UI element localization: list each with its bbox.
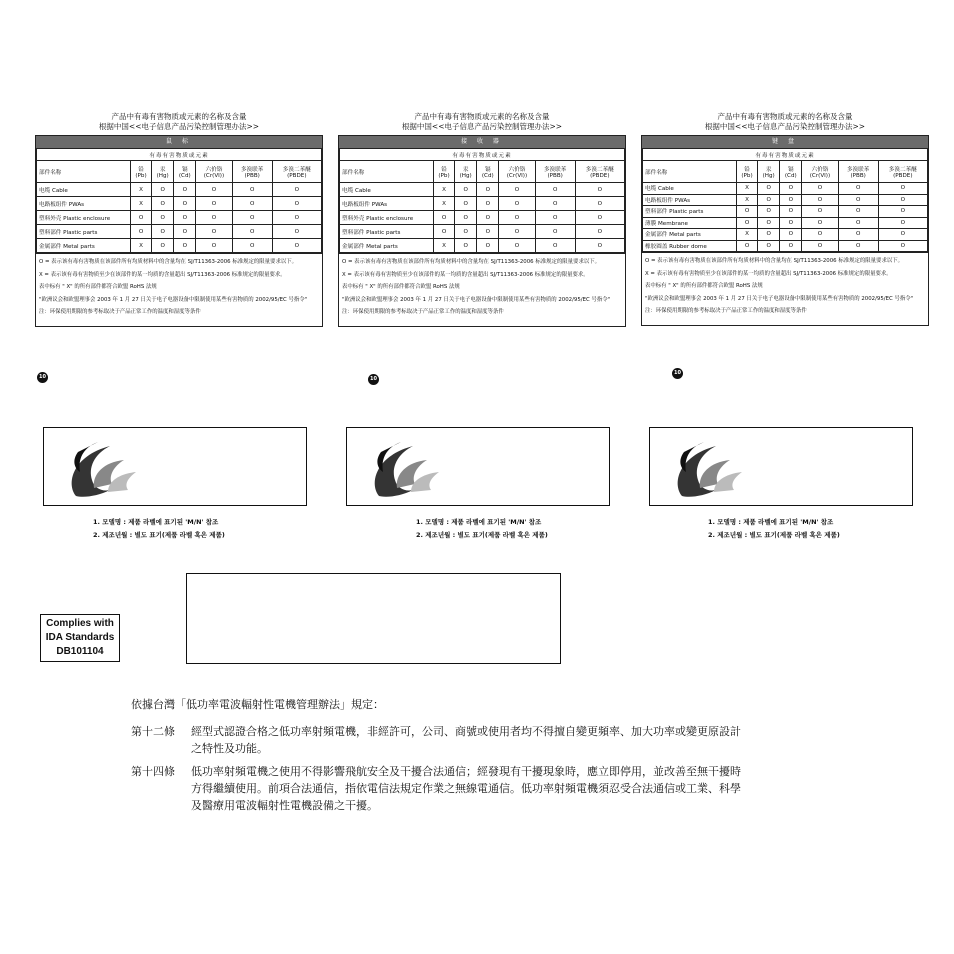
table-row: 电路板组件 PWAs X O O O O O (37, 197, 322, 211)
table-row: 薄膜 Membrane O O O O O O (643, 217, 928, 229)
rohs-panel-receiver (338, 112, 626, 327)
table-row: 电缆 Cable X O O O O O (643, 183, 928, 195)
column-header: 多溴联苯 (PBB) (838, 161, 878, 183)
table-row: 塑料部件 Plastic parts O O O O O O (37, 225, 322, 239)
column-header: 汞 (Hg) (152, 161, 174, 183)
regulation-intro: 依據台灣「低功率電波輻射性電機管理辦法」規定： (131, 698, 384, 711)
eco-period-icon: 10 (368, 374, 379, 385)
column-header: 多溴联苯 (PBB) (535, 161, 575, 183)
column-header: 六价铬 (Cr(VI)) (499, 161, 536, 183)
table-subheader: 有毒有害物质或元素 (643, 149, 928, 161)
table-subheader: 有毒有害物质或元素 (340, 149, 625, 161)
kc-logo-icon (367, 438, 447, 498)
article-14-label: 第十四條 (131, 765, 175, 778)
column-header: 六价铬 (Cr(VI)) (802, 161, 839, 183)
column-header: 铅 (Pb) (434, 161, 455, 183)
hazard-table (339, 148, 625, 253)
table-row: 电路板组件 PWAs X O O O O O (643, 194, 928, 206)
column-header: 镉 (Cd) (780, 161, 802, 183)
rohs-panel-mouse (35, 112, 323, 327)
table-notes: O = 表示该有毒有害物质在该部件所有均质材料中的含量均在 SJ/T11363-2006 标准规定的限量要求以下。 X = 表示该有毒有害物质至少在该部件的某一均质的含量超出 SJ/T11363-2006 标准规定的限量要求。 表中标有 " X" 的所有部件都符合欧盟 RoHS 法规 "欧洲议会和欧盟理事会 2003 年 1 月 27 日关于电子电器设备中限制使用某些有害物质的 2002/95/EC 号指令" 注：环保使用期限的参考标取决于产品正常工作的温度和湿度等条件 (641, 253, 929, 326)
column-header-part: 部件名称 (340, 161, 434, 183)
eco-period-icon: 10 (672, 368, 683, 379)
table-row: 金属部件 Metal parts X O O O O O (643, 229, 928, 241)
article-14-text: 低功率射頻電機之使用不得影響飛航安全及干擾合法通信；經發現有干擾現象時，應立即停用，並改善至無干擾時方得繼續使用。前項合法通信，指依電信法規定作業之無線電通信。低功率射頻電機須忍受合法通信或工業、科學及醫療用電波輻射性電機設備之干擾。 (191, 765, 741, 812)
article-12-text: 經型式認證合格之低功率射頻電機，非經許可，公司、商號或使用者均不得擅自變更頻率、加大功率或變更原設計之特性及功能。 (191, 725, 741, 755)
table-row: 金属部件 Metal parts X O O O O O (37, 239, 322, 253)
hazard-table (642, 148, 928, 252)
kc-info: 1. 모델명 : 제품 라벨에 표기된 'M/N' 참조 2. 제조년월 : 별도 표기(제품 라벨 혹은 제품) (416, 518, 548, 539)
panel-subtitle: 根据中国<<电子信息产品污染控制管理办法>> (704, 122, 866, 131)
column-header: 多溴联苯 (PBB) (232, 161, 272, 183)
table-row: 电缆 Cable X O O O O O (37, 183, 322, 197)
column-header-part: 部件名称 (37, 161, 131, 183)
panel-subtitle: 根据中国<<电子信息产品污染控制管理办法>> (98, 122, 260, 131)
panel-title: 产品中有毒有害物质或元素的名称及含量 (414, 112, 550, 121)
kc-info: 1. 모델명 : 제품 라벨에 표기된 'M/N' 참조 2. 제조년월 : 별도 표기(제품 라벨 혹은 제품) (708, 518, 840, 539)
blank-label-box (186, 573, 561, 664)
kc-info: 1. 모델명 : 제품 라벨에 표기된 'M/N' 참조 2. 제조년월 : 별도 표기(제품 라벨 혹은 제품) (93, 518, 225, 539)
table-subheader: 有毒有害物质或元素 (37, 149, 322, 161)
column-header: 铅 (Pb) (737, 161, 758, 183)
rohs-panel-keyboard (641, 112, 929, 326)
panel-title: 产品中有毒有害物质或元素的名称及含量 (111, 112, 247, 121)
hazard-table-frame (641, 135, 929, 253)
table-product-header: 接 收 器 (339, 136, 625, 148)
hazard-table-frame (338, 135, 626, 254)
table-row: 电缆 Cable X O O O O O (340, 183, 625, 197)
kc-logo-icon (670, 438, 750, 498)
column-header: 镉 (Cd) (174, 161, 196, 183)
table-row: 塑料外壳 Plastic enclosure O O O O O O (340, 211, 625, 225)
table-product-header: 键 盘 (642, 136, 928, 148)
column-header: 多溴二苯醚 (PBDE) (575, 161, 624, 183)
kc-logo-icon (64, 438, 144, 498)
eco-period-icon: 10 (37, 372, 48, 383)
table-row: 电路板组件 PWAs X O O O O O (340, 197, 625, 211)
taiwan-regulation (131, 696, 751, 814)
column-header: 镉 (Cd) (477, 161, 499, 183)
article-12-label: 第十二條 (131, 725, 175, 738)
column-header-part: 部件名称 (643, 161, 737, 183)
kc-mark-box (649, 427, 913, 506)
table-row: 金属部件 Metal parts X O O O O O (340, 239, 625, 253)
kc-mark-box (346, 427, 610, 506)
hazard-table (36, 148, 322, 253)
table-notes: O = 表示该有毒有害物质在该部件所有均质材料中的含量均在 SJ/T11363-2006 标准规定的限量要求以下。 X = 表示该有毒有害物质至少在该部件的某一均质的含量超出 SJ/T11363-2006 标准规定的限量要求。 表中标有 " X" 的所有部件都符合欧盟 RoHS 法规 "欧洲议会和欧盟理事会 2003 年 1 月 27 日关于电子电器设备中限制使用某些有害物质的 2002/95/EC 号指令" 注：环保使用期限的参考标取决于产品正常工作的温度和湿度等条件 (338, 254, 626, 327)
column-header: 汞 (Hg) (758, 161, 780, 183)
column-header: 铅 (Pb) (131, 161, 152, 183)
column-header: 多溴二苯醚 (PBDE) (272, 161, 321, 183)
table-product-header: 鼠 标 (36, 136, 322, 148)
table-row: 塑料外壳 Plastic enclosure O O O O O O (37, 211, 322, 225)
ida-compliance-badge: Complies with IDA Standards DB101104 (40, 614, 120, 662)
column-header: 多溴二苯醚 (PBDE) (878, 161, 927, 183)
table-row: 塑料部件 Plastic parts O O O O O O (340, 225, 625, 239)
table-row: 塑料部件 Plastic parts O O O O O O (643, 206, 928, 218)
panel-title: 产品中有毒有害物质或元素的名称及含量 (717, 112, 853, 121)
kc-mark-box (43, 427, 307, 506)
table-notes: O = 表示该有毒有害物质在该部件所有均质材料中的含量均在 SJ/T11363-2006 标准规定的限量要求以下。 X = 表示该有毒有害物质至少在该部件的某一均质的含量超出 SJ/T11363-2006 标准规定的限量要求。 表中标有 " X" 的所有部件都符合欧盟 RoHS 法规 "欧洲议会和欧盟理事会 2003 年 1 月 27 日关于电子电器设备中限制使用某些有害物质的 2002/95/EC 号指令" 注：环保使用期限的参考标取决于产品正常工作的温度和湿度等条件 (35, 254, 323, 327)
column-header: 汞 (Hg) (455, 161, 477, 183)
hazard-table-frame (35, 135, 323, 254)
table-row: 橡胶圆盖 Rubber dome O O O O O O (643, 240, 928, 252)
column-header: 六价铬 (Cr(VI)) (196, 161, 233, 183)
panel-subtitle: 根据中国<<电子信息产品污染控制管理办法>> (401, 122, 563, 131)
